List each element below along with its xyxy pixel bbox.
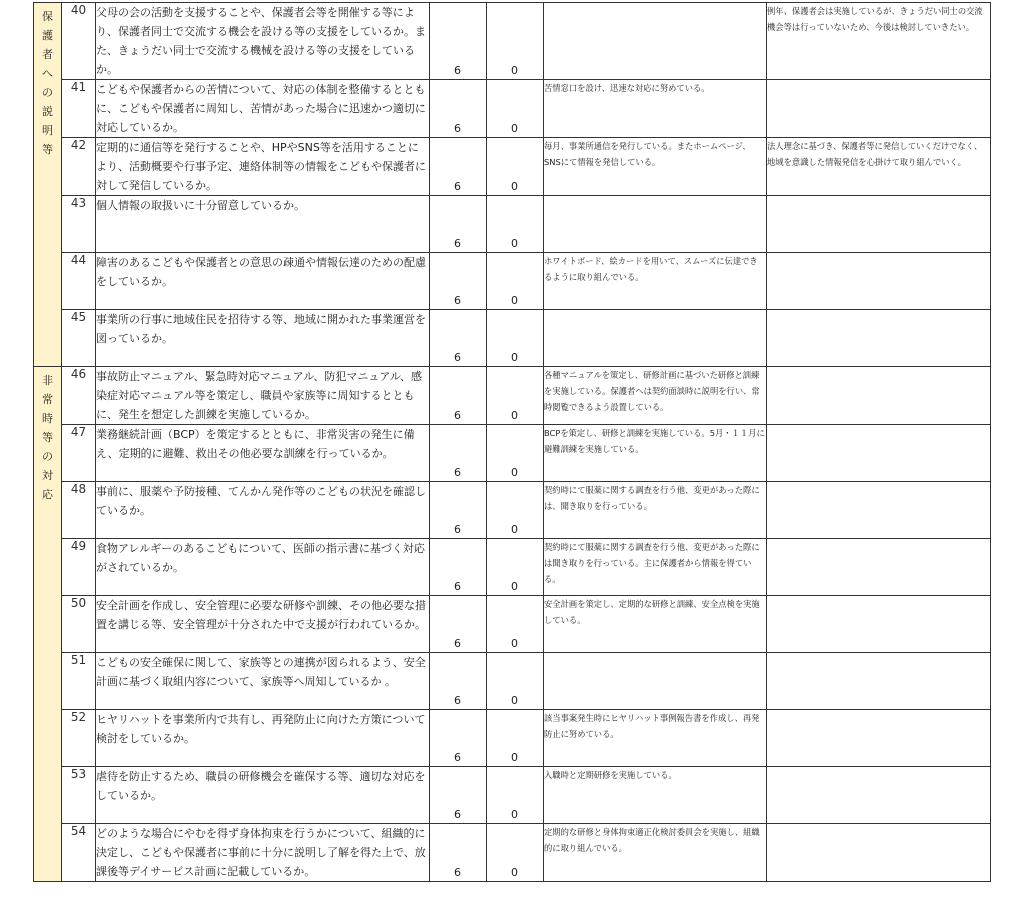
- improvement-comment: [767, 824, 991, 882]
- item-number: 51: [62, 653, 96, 710]
- no-count-cell: [487, 138, 544, 196]
- no-count: 0: [511, 523, 518, 536]
- no-count: 0: [511, 866, 518, 879]
- yes-count: 6: [454, 808, 461, 821]
- table-row: [34, 425, 991, 482]
- no-count: 0: [511, 180, 518, 193]
- no-count-cell: [487, 310, 544, 367]
- table-row: [34, 596, 991, 653]
- table-row: [34, 253, 991, 310]
- table-row: [34, 539, 991, 596]
- no-count: 0: [511, 694, 518, 707]
- improvement-comment: [767, 653, 991, 710]
- evaluation-table: [33, 2, 991, 882]
- no-count: 0: [511, 122, 518, 135]
- no-count-cell: [487, 80, 544, 138]
- staff-comment: 契約時にて服薬に関する調査を行う他、変更があった際には、聞き取りを行っている。: [544, 482, 767, 539]
- yes-count-cell: [430, 653, 487, 710]
- no-count: 0: [511, 294, 518, 307]
- staff-comment: 苦情窓口を設け、迅速な対応に努めている。: [544, 80, 767, 138]
- yes-count-cell: [430, 80, 487, 138]
- no-count: 0: [511, 580, 518, 593]
- staff-comment: BCPを策定し、研修と訓練を実施している。5月・１１月に避難訓練を実施している。: [544, 425, 767, 482]
- question-text: 虐待を防止するため、職員の研修機会を確保する等、適切な対応をしているか。: [96, 767, 430, 824]
- yes-count-cell: [430, 138, 487, 196]
- staff-comment: 入職時と定期研修を実施している。: [544, 767, 767, 824]
- no-count-cell: [487, 539, 544, 596]
- item-number: 46: [62, 367, 96, 425]
- no-count: 0: [511, 808, 518, 821]
- yes-count: 6: [454, 294, 461, 307]
- question-text: 事前に、服薬や予防接種、てんかん発作等のこどもの状況を確認しているか。: [96, 482, 430, 539]
- yes-count-cell: [430, 253, 487, 310]
- item-number: 41: [62, 80, 96, 138]
- table-row: [34, 196, 991, 253]
- yes-count-cell: [430, 767, 487, 824]
- question-text: 事故防止マニュアル、緊急時対応マニュアル、防犯マニュアル、感染症対応マニュアル等を策定し、職員や家族等に周知するとともに、発生を想定した訓練を実施しているか。: [96, 367, 430, 425]
- yes-count-cell: [430, 539, 487, 596]
- improvement-comment: [767, 196, 991, 253]
- no-count-cell: [487, 767, 544, 824]
- yes-count-cell: [430, 3, 487, 80]
- table-row: [34, 710, 991, 767]
- question-text: どのような場合にやむを得ず身体拘束を行うかについて、組織的に決定し、こどもや保護者に事前に十分に説明し了解を得た上で、放課後等デイサービス計画に記載しているか。: [96, 824, 430, 882]
- yes-count: 6: [454, 409, 461, 422]
- yes-count: 6: [454, 751, 461, 764]
- no-count: 0: [511, 351, 518, 364]
- table-row: [34, 367, 991, 425]
- table-row: [34, 653, 991, 710]
- yes-count-cell: [430, 596, 487, 653]
- staff-comment: 定期的な研修と身体拘束適正化検討委員会を実施し、組織的に取り組んでいる。: [544, 824, 767, 882]
- table-row: [34, 767, 991, 824]
- no-count: 0: [511, 409, 518, 422]
- improvement-comment: [767, 767, 991, 824]
- no-count-cell: [487, 824, 544, 882]
- table-row: [34, 138, 991, 196]
- question-text: 安全計画を作成し、安全管理に必要な研修や訓練、その他必要な措置を講じる等、安全管理が十分された中で支援が行われているか。: [96, 596, 430, 653]
- improvement-comment: [767, 482, 991, 539]
- yes-count: 6: [454, 466, 461, 479]
- question-text: ヒヤリハットを事業所内で共有し、再発防止に向けた方策について検討をしているか。: [96, 710, 430, 767]
- question-text: 父母の会の活動を支援することや、保護者会等を開催する等により、保護者同士で交流する機会を設ける等の支援をしているか。また、きょうだい同士で交流する機械を設ける等の支援をしているか。: [96, 3, 430, 80]
- yes-count-cell: [430, 824, 487, 882]
- improvement-comment: [767, 596, 991, 653]
- no-count-cell: [487, 482, 544, 539]
- staff-comment: 該当事案発生時にヒヤリハット事例報告書を作成し、再発防止に努めている。: [544, 710, 767, 767]
- section-label-cell: [34, 367, 62, 882]
- table-row: [34, 824, 991, 882]
- no-count-cell: [487, 653, 544, 710]
- staff-comment: [544, 653, 767, 710]
- no-count: 0: [511, 64, 518, 77]
- question-text: 食物アレルギーのあるこどもについて、医師の指示書に基づく対応がされているか。: [96, 539, 430, 596]
- question-text: 個人情報の取扱いに十分留意しているか。: [96, 196, 430, 253]
- improvement-comment: [767, 539, 991, 596]
- staff-comment: [544, 3, 767, 80]
- no-count-cell: [487, 253, 544, 310]
- improvement-comment: [767, 367, 991, 425]
- section-label-cell: [34, 3, 62, 367]
- no-count: 0: [511, 237, 518, 250]
- staff-comment: 安全計画を策定し、定期的な研修と訓練、安全点検を実施している。: [544, 596, 767, 653]
- section-label: 保護者への説明等: [42, 10, 53, 156]
- table-row: [34, 310, 991, 367]
- staff-comment: [544, 196, 767, 253]
- no-count-cell: [487, 196, 544, 253]
- staff-comment: ホワイトボード、絵カードを用いて、スムーズに伝達できるように取り組んでいる。: [544, 253, 767, 310]
- table-row: [34, 80, 991, 138]
- table-row: [34, 3, 991, 80]
- no-count: 0: [511, 466, 518, 479]
- item-number: 44: [62, 253, 96, 310]
- yes-count: 6: [454, 523, 461, 536]
- yes-count-cell: [430, 367, 487, 425]
- no-count-cell: [487, 596, 544, 653]
- yes-count: 6: [454, 64, 461, 77]
- item-number: 42: [62, 138, 96, 196]
- item-number: 43: [62, 196, 96, 253]
- yes-count-cell: [430, 425, 487, 482]
- item-number: 52: [62, 710, 96, 767]
- question-text: 事業所の行事に地域住民を招待する等、地域に開かれた事業運営を図っているか。: [96, 310, 430, 367]
- yes-count-cell: [430, 196, 487, 253]
- question-text: こどもの安全確保に関して、家族等との連携が図られるよう、安全計画に基づく取組内容について、家族等へ周知しているか 。: [96, 653, 430, 710]
- item-number: 50: [62, 596, 96, 653]
- no-count-cell: [487, 710, 544, 767]
- staff-comment: 毎月、事業所通信を発行している。またホームページ、SNSにて情報を発信している。: [544, 138, 767, 196]
- staff-comment: 各種マニュアルを策定し、研修計画に基づいた研修と訓練を実施している。保護者へは契約面談時に説明を行い、常時閲覧できるよう設置している。: [544, 367, 767, 425]
- item-number: 53: [62, 767, 96, 824]
- item-number: 40: [62, 3, 96, 80]
- improvement-comment: 例年、保護者会は実施しているが、きょうだい同士の交流機会等は行っていないため、今後は検討していきたい。: [767, 3, 991, 80]
- section-label: 非常時等の対応: [42, 374, 53, 501]
- item-number: 45: [62, 310, 96, 367]
- improvement-comment: [767, 253, 991, 310]
- staff-comment: [544, 310, 767, 367]
- no-count: 0: [511, 637, 518, 650]
- yes-count: 6: [454, 122, 461, 135]
- question-text: こどもや保護者からの苦情について、対応の体制を整備するとともに、こどもや保護者に周知し、苦情があった場合に迅速かつ適切に対応しているか。: [96, 80, 430, 138]
- improvement-comment: [767, 310, 991, 367]
- item-number: 49: [62, 539, 96, 596]
- yes-count: 6: [454, 637, 461, 650]
- improvement-comment: 法人理念に基づき、保護者等に発信していくだけでなく、地域を意識した情報発信を心掛けて取り組んでいく。: [767, 138, 991, 196]
- no-count: 0: [511, 751, 518, 764]
- staff-comment: 契約時にて服薬に関する調査を行う他、変更があった際には聞き取りを行っている。主に保護者から情報を得ている。: [544, 539, 767, 596]
- item-number: 54: [62, 824, 96, 882]
- question-text: 定期的に通信等を発行することや、HPやSNS等を活用することにより、活動概要や行事予定、連絡体制等の情報をこどもや保護者に対して発信しているか。: [96, 138, 430, 196]
- improvement-comment: [767, 425, 991, 482]
- yes-count-cell: [430, 310, 487, 367]
- no-count-cell: [487, 425, 544, 482]
- yes-count-cell: [430, 710, 487, 767]
- improvement-comment: [767, 80, 991, 138]
- table-row: [34, 482, 991, 539]
- yes-count: 6: [454, 351, 461, 364]
- question-text: 業務継続計画（BCP）を策定するとともに、非常災害の発生に備え、定期的に避難、救出その他必要な訓練を行っているか。: [96, 425, 430, 482]
- improvement-comment: [767, 710, 991, 767]
- item-number: 47: [62, 425, 96, 482]
- question-text: 障害のあるこどもや保護者との意思の疎通や情報伝達のための配慮をしているか。: [96, 253, 430, 310]
- yes-count: 6: [454, 866, 461, 879]
- yes-count: 6: [454, 180, 461, 193]
- item-number: 48: [62, 482, 96, 539]
- yes-count: 6: [454, 237, 461, 250]
- yes-count: 6: [454, 580, 461, 593]
- yes-count: 6: [454, 694, 461, 707]
- no-count-cell: [487, 367, 544, 425]
- no-count-cell: [487, 3, 544, 80]
- yes-count-cell: [430, 482, 487, 539]
